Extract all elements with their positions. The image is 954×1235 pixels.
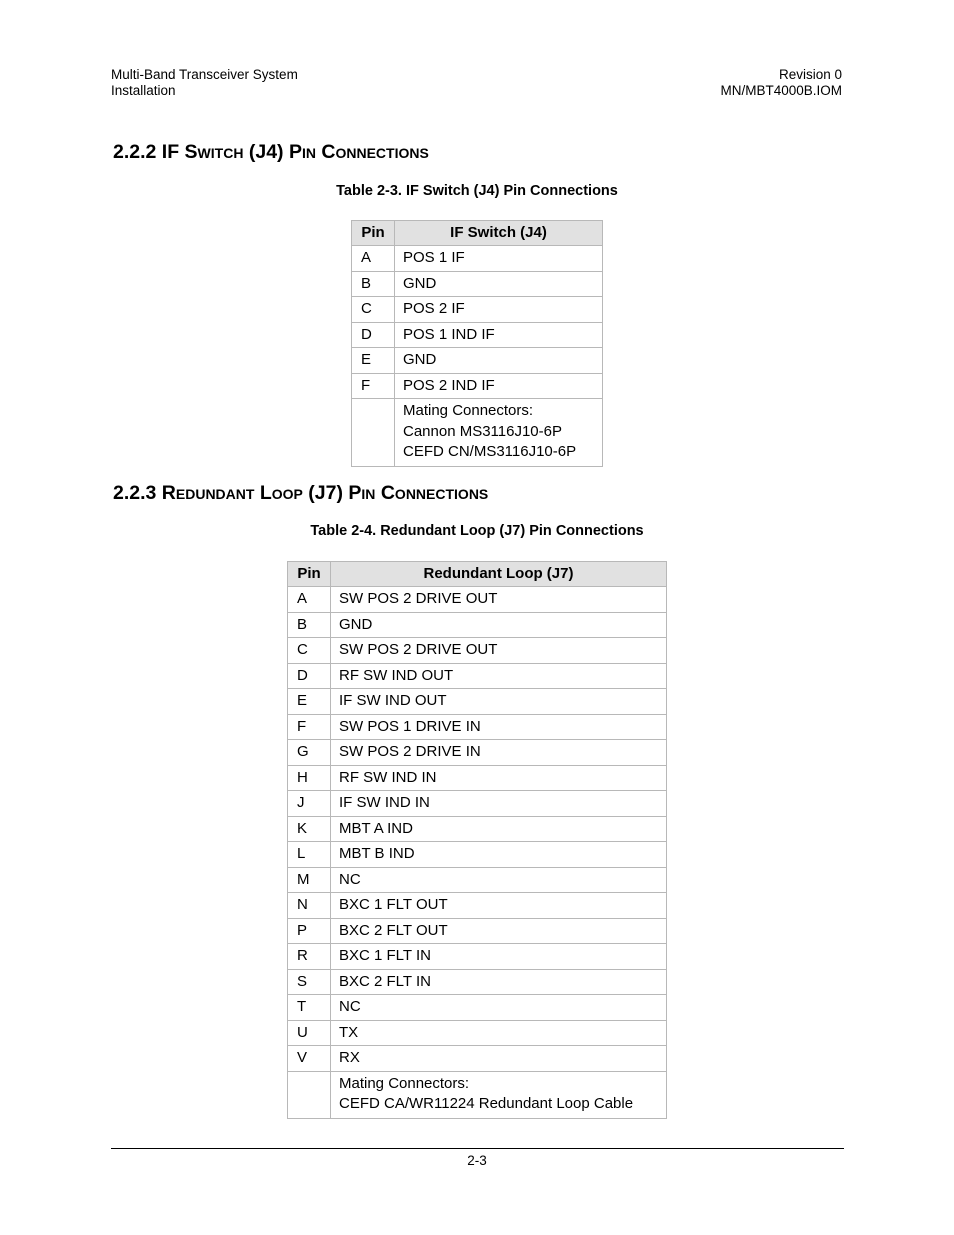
signal-cell: POS 1 IND IF <box>395 322 603 348</box>
signal-cell: NC <box>331 995 667 1021</box>
mating-connectors-row <box>352 399 603 467</box>
table-row <box>288 791 667 817</box>
pin-cell: A <box>288 587 331 613</box>
pin-cell: D <box>288 663 331 689</box>
table-row <box>288 765 667 791</box>
table-row <box>288 638 667 664</box>
table-row <box>352 246 603 272</box>
table-row <box>288 612 667 638</box>
note-line: Mating Connectors: <box>339 1074 470 1092</box>
table-row <box>288 740 667 766</box>
empty-pin-cell <box>288 1071 331 1118</box>
signal-cell: IF SW IND OUT <box>331 689 667 715</box>
pin-cell: U <box>288 1020 331 1046</box>
section-heading-if-switch: 2.2.2 IF Switch (J4) Pin Connections <box>113 141 429 163</box>
signal-cell: IF SW IND IN <box>331 791 667 817</box>
page-number: 2-3 <box>467 1153 487 1168</box>
signal-cell: GND <box>395 348 603 374</box>
table-row <box>288 893 667 919</box>
signal-cell: SW POS 2 DRIVE OUT <box>331 587 667 613</box>
table-row <box>352 348 603 374</box>
signal-cell: RF SW IND OUT <box>331 663 667 689</box>
page-header-left <box>111 67 298 99</box>
signal-cell: SW POS 2 DRIVE OUT <box>331 638 667 664</box>
empty-pin-cell <box>352 399 395 467</box>
column-header-pin: Pin <box>288 562 331 587</box>
column-header-signal: IF Switch (J4) <box>395 221 603 246</box>
table-row <box>352 373 603 399</box>
signal-cell: RF SW IND IN <box>331 765 667 791</box>
signal-cell: NC <box>331 867 667 893</box>
table-caption-redundant-loop: Table 2-4. Redundant Loop (J7) Pin Connections <box>310 523 644 539</box>
pin-cell: B <box>288 612 331 638</box>
table-row <box>288 995 667 1021</box>
section-number: 2.2.3 <box>113 482 157 504</box>
pin-cell: N <box>288 893 331 919</box>
redundant-loop-pin-table <box>287 561 667 1119</box>
chapter-name: Installation <box>111 83 176 98</box>
table-row <box>288 587 667 613</box>
signal-cell: BXC 2 FLT IN <box>331 969 667 995</box>
pin-cell: P <box>288 918 331 944</box>
note-line: CEFD CN/MS3116J10-6P <box>403 443 577 460</box>
pin-cell: D <box>352 322 395 348</box>
note-line: Mating Connectors: <box>403 402 534 419</box>
signal-cell: TX <box>331 1020 667 1046</box>
signal-cell: POS 2 IF <box>395 297 603 323</box>
pin-cell: S <box>288 969 331 995</box>
table-header-row <box>352 221 603 246</box>
footer-divider <box>111 1148 844 1149</box>
mating-connectors-note <box>331 1071 667 1118</box>
table-row <box>288 1046 667 1072</box>
signal-cell: SW POS 2 DRIVE IN <box>331 740 667 766</box>
signal-cell: BXC 2 FLT OUT <box>331 918 667 944</box>
pin-cell: A <box>352 246 395 272</box>
manual-number: MN/MBT4000B.IOM <box>720 83 842 98</box>
table-body <box>288 587 667 1119</box>
page-header-right <box>720 67 842 99</box>
table-caption-if-switch: Table 2-3. IF Switch (J4) Pin Connections <box>336 183 618 199</box>
signal-cell: SW POS 1 DRIVE IN <box>331 714 667 740</box>
pin-cell: T <box>288 995 331 1021</box>
pin-cell: F <box>288 714 331 740</box>
pin-cell: E <box>352 348 395 374</box>
column-header-signal: Redundant Loop (J7) <box>331 562 667 587</box>
table-row <box>352 322 603 348</box>
signal-cell: POS 2 IND IF <box>395 373 603 399</box>
signal-cell: GND <box>331 612 667 638</box>
mating-connectors-row <box>288 1071 667 1118</box>
table-row <box>288 1020 667 1046</box>
section-number: 2.2.2 <box>113 141 157 163</box>
table-row <box>288 714 667 740</box>
if-switch-pin-table <box>351 220 603 467</box>
pin-cell: E <box>288 689 331 715</box>
pin-cell: B <box>352 271 395 297</box>
table-row <box>288 689 667 715</box>
pin-cell: M <box>288 867 331 893</box>
signal-cell: MBT B IND <box>331 842 667 868</box>
pin-cell: R <box>288 944 331 970</box>
signal-cell: POS 1 IF <box>395 246 603 272</box>
table-row <box>352 297 603 323</box>
note-line: Cannon MS3116J10-6P <box>403 422 562 440</box>
mating-connectors-note <box>395 399 603 467</box>
section-heading-redundant-loop: 2.2.3 Redundant Loop (J7) Pin Connections <box>113 482 489 504</box>
signal-cell: MBT A IND <box>331 816 667 842</box>
table-row <box>288 867 667 893</box>
note-line: CEFD CA/WR11224 Redundant Loop Cable <box>339 1095 634 1112</box>
table-body <box>352 246 603 467</box>
pin-cell: C <box>288 638 331 664</box>
table-row <box>288 842 667 868</box>
pin-cell: G <box>288 740 331 766</box>
signal-cell: BXC 1 FLT OUT <box>331 893 667 919</box>
table-row <box>288 918 667 944</box>
table-row <box>288 969 667 995</box>
pin-cell: C <box>352 297 395 323</box>
table-row <box>288 944 667 970</box>
table-row <box>288 663 667 689</box>
table-row <box>352 271 603 297</box>
pin-cell: K <box>288 816 331 842</box>
table-row <box>288 816 667 842</box>
signal-cell: BXC 1 FLT IN <box>331 944 667 970</box>
pin-cell: L <box>288 842 331 868</box>
pin-cell: F <box>352 373 395 399</box>
document-title: Multi-Band Transceiver System <box>111 67 298 82</box>
signal-cell: GND <box>395 271 603 297</box>
signal-cell: RX <box>331 1046 667 1072</box>
pin-cell: J <box>288 791 331 817</box>
revision-label: Revision 0 <box>778 67 842 82</box>
column-header-pin: Pin <box>352 221 395 246</box>
pin-cell: V <box>288 1046 331 1072</box>
table-header-row <box>288 562 667 587</box>
pin-cell: H <box>288 765 331 791</box>
